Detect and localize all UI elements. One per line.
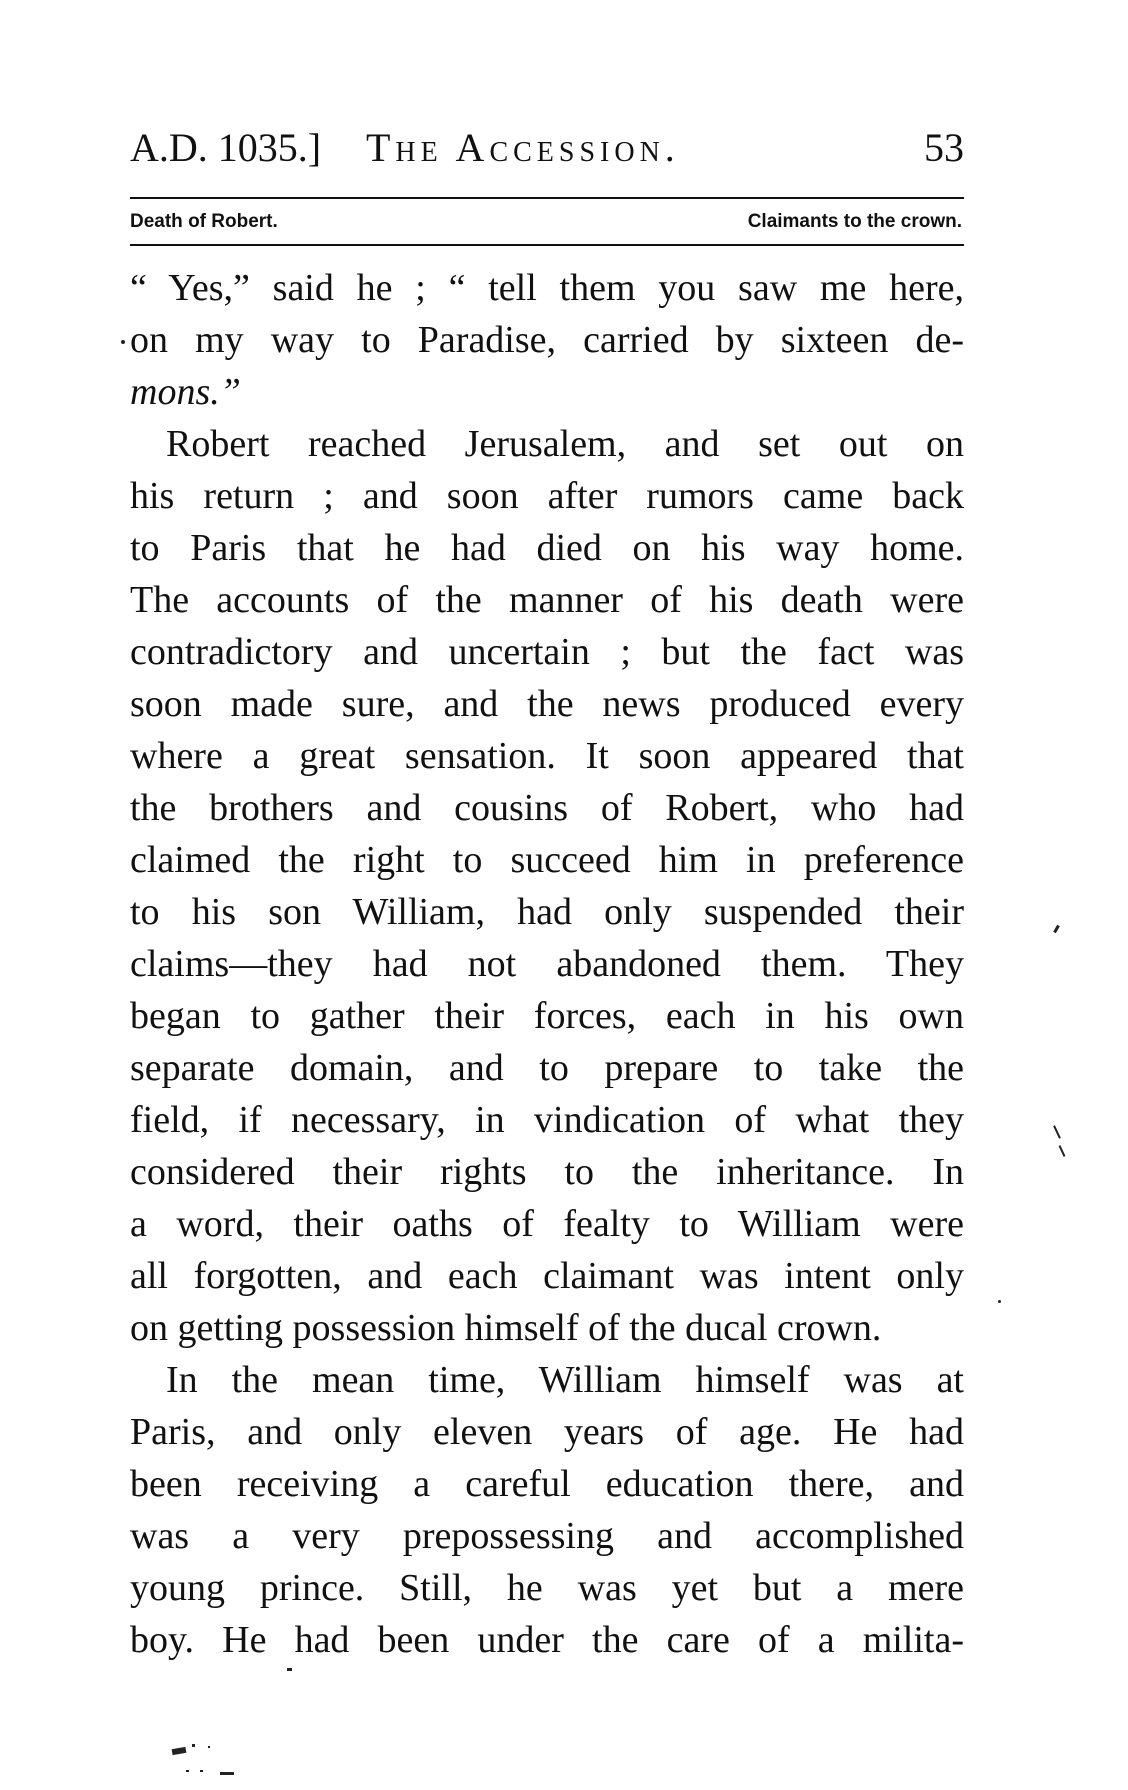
text-line: claims—they had not abandoned them. They (130, 943, 964, 985)
text-line: all forgotten, and each claimant was intent only (130, 1255, 964, 1297)
scan-speck (1053, 1125, 1061, 1139)
header-date: A.D. 1035.] (130, 125, 322, 170)
header-rule-top (130, 197, 964, 199)
scan-speck (172, 1747, 187, 1755)
text-line: on my way to Paradise, carried by sixteen de- (130, 319, 964, 361)
text-line: young prince. Still, he was yet but a mere (130, 1567, 964, 1609)
scan-speck (208, 1746, 210, 1748)
chapter-title: The Accession. (366, 125, 680, 170)
text-line: mons.” (130, 371, 241, 413)
text-line: claimed the right to succeed him in preference (130, 839, 964, 881)
text-line: The accounts of the manner of his death were (130, 579, 964, 621)
text-line: boy. He had been under the care of a milita- (130, 1619, 964, 1661)
running-head (130, 118, 964, 178)
text-line: a word, their oaths of fealty to William were (130, 1203, 964, 1245)
scan-speck (287, 1668, 292, 1671)
scan-speck (200, 1770, 203, 1772)
text-line: soon made sure, and the news produced every (130, 683, 964, 725)
text-line: to Paris that he had died on his way home. (130, 527, 964, 569)
scan-speck (186, 1770, 189, 1772)
marginal-subheader (130, 205, 964, 239)
subheader-right: Claimants to the crown. (747, 211, 962, 232)
scan-speck (998, 1300, 1001, 1303)
scan-speck (192, 1744, 195, 1747)
text-line: contradictory and uncertain ; but the fact was (130, 631, 964, 673)
paragraph-first-line: Robert reached Jerusalem, and set out on (166, 423, 964, 465)
paragraph-first-line: In the mean time, William himself was at (166, 1359, 964, 1401)
scan-speck (121, 340, 125, 344)
subheader-left: Death of Robert. (130, 211, 278, 232)
text-line: to his son William, had only suspended their (130, 891, 964, 933)
text-line: the brothers and cousins of Robert, who had (130, 787, 964, 829)
text-line: where a great sensation. It soon appeared that (130, 735, 964, 777)
text-line: been receiving a careful education there, and (130, 1463, 964, 1505)
header-rule-bottom (130, 244, 964, 246)
scan-speck (1053, 925, 1060, 933)
text-line: considered their rights to the inheritance. In (130, 1151, 964, 1193)
text-line: on getting possession himself of the ducal crown. (130, 1307, 882, 1349)
text-line: “ Yes,” said he ; “ tell them you saw me here, (130, 267, 964, 309)
text-line: separate domain, and to prepare to take the (130, 1047, 964, 1089)
page-number: 53 (924, 125, 964, 170)
text-line: his return ; and soon after rumors came back (130, 475, 964, 517)
text-line: Paris, and only eleven years of age. He had (130, 1411, 964, 1453)
text-line: field, if necessary, in vindication of what they (130, 1099, 964, 1141)
scan-speck (220, 1772, 234, 1775)
scan-speck (1059, 1145, 1066, 1157)
text-line: was a very prepossessing and accomplished (130, 1515, 964, 1557)
text-line: began to gather their forces, each in his own (130, 995, 964, 1037)
